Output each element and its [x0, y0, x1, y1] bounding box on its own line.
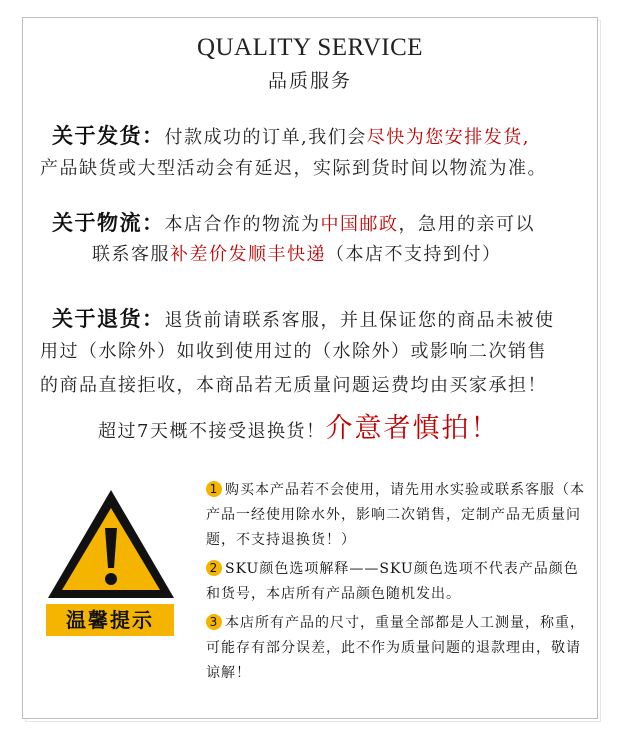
title-english: QUALITY SERVICE [196, 34, 424, 61]
title-chinese: 品质服务 [267, 70, 352, 92]
logistics-highlight: 中国邮政 [320, 214, 399, 235]
note-number-badge: 1 [206, 481, 222, 497]
shipping-highlight: 尽快为您安排发货, [366, 127, 530, 148]
note-item [206, 611, 586, 686]
returns-line-3: 的商品直接拒收，本商品若无质量问题运费均由买家承担！ [40, 375, 547, 396]
logistics-heading: 关于物流： [52, 210, 165, 235]
returns-line-2: 用过（水除外）如收到使用过的（水除外）或影响二次销售 [40, 341, 547, 362]
logistics-line-2 [92, 240, 502, 266]
returns-heading: 关于退货： [52, 306, 165, 331]
logistics-line2-text: 联系客服 [92, 244, 170, 265]
note-text: 购买本产品若不会使用，请先用水实验或联系客服（本产品一经使用除水外，影响二次销售，定制产品无质量问题，不支持退换货！） [206, 482, 585, 548]
logistics-text-2: ，急用的亲可以 [398, 214, 535, 235]
returns-text: 退货前请联系客服，并且保证您的商品未被使 [164, 310, 555, 331]
returns-line-4 [98, 406, 499, 445]
note-number-badge: 2 [206, 560, 222, 576]
note-item [206, 557, 586, 607]
shipping-line-2: 产品缺货或大型活动会有延迟，实际到货时间以物流为准。 [40, 158, 547, 179]
note-item [206, 478, 586, 553]
note-text: 本店所有产品的尺寸，重量全部都是人工测量，称重，可能存有部分误差，此不作为质量问题的退款理由，敬请谅解！ [206, 615, 585, 681]
returns-final-text: 超过7天概不接受退换货！ [98, 421, 326, 442]
logistics-line2-note: （本店不支持到付） [326, 244, 502, 265]
shipping-text: 付款成功的订单,我们会 [164, 127, 367, 148]
logistics-line2-highlight: 补差价发顺丰快递 [170, 244, 326, 265]
warm-tips-label: 温馨提示 [46, 604, 174, 636]
note-text: SKU颜色选项解释——SKU颜色选项不代表产品颜色和货号，本店所有产品颜色随机发出。 [206, 561, 579, 602]
logistics-text: 本店合作的物流为 [164, 214, 321, 235]
logistics-line-1 [52, 207, 535, 237]
note-number-badge: 3 [206, 614, 222, 630]
shipping-heading: 关于发货： [52, 123, 165, 148]
shipping-line-1 [52, 120, 530, 150]
returns-line-1 [52, 303, 555, 333]
returns-warning-highlight: 介意者慎拍！ [325, 413, 500, 444]
notes-list [206, 478, 586, 690]
